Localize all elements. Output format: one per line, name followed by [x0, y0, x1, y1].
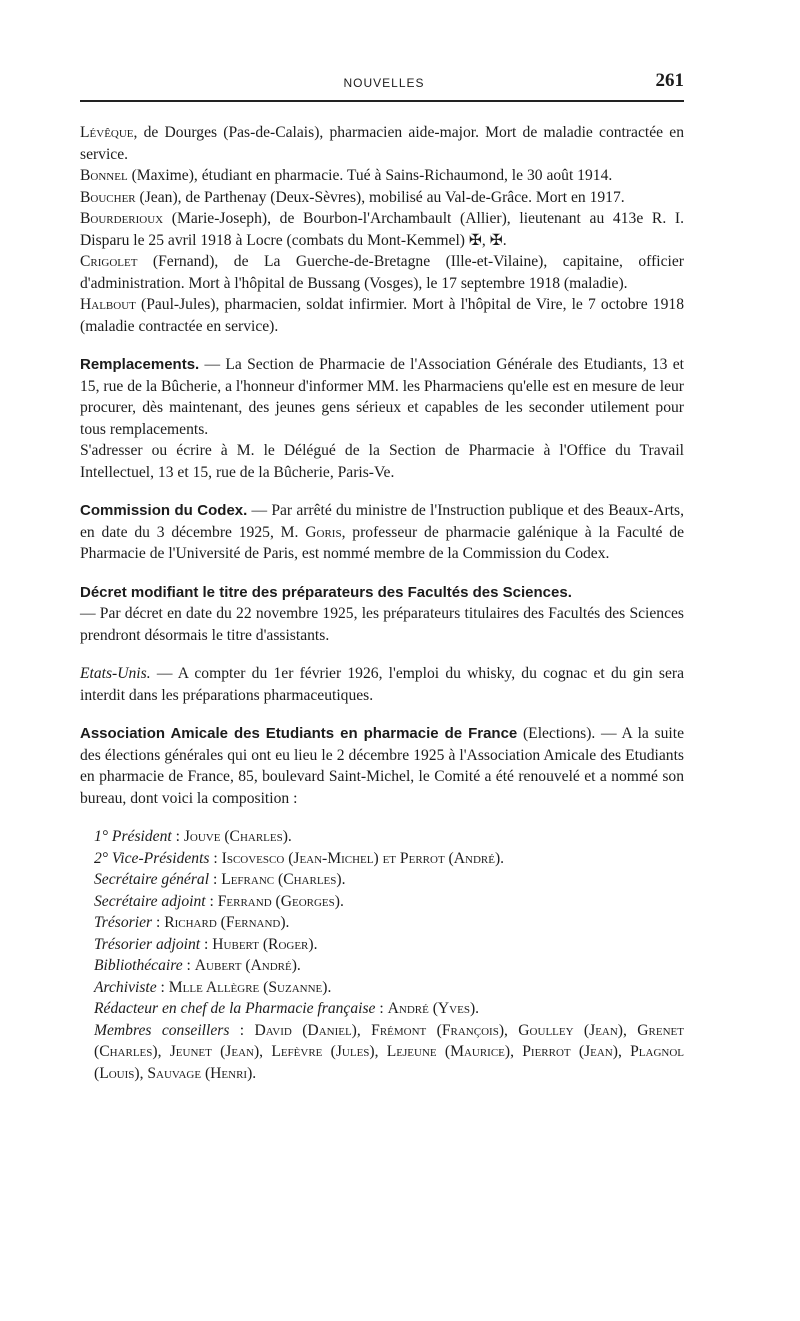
bureau-entry: Bibliothécaire : Aubert (André).	[94, 957, 301, 974]
bureau-member: Iscovesco (Jean-Michel) et Perrot (André).	[221, 849, 505, 867]
person-name: Bonnel	[80, 167, 128, 184]
bureau-entry: 2° Vice-Présidents : Iscovesco (Jean-Michel) et Perrot (André).	[94, 849, 505, 867]
bureau-role: Membres conseillers	[94, 1021, 230, 1039]
person-name: Crigolet	[80, 253, 138, 270]
section-spacer	[80, 337, 684, 354]
obituary-entry	[80, 294, 684, 337]
bureau-member: Ferrand (Georges).	[217, 892, 344, 910]
bureau-member: David (Daniel), Frémont (François), Goulley (Jean), Grenet (Charles), Jeunet (Jean), Lefèvre (Jules), Lejeune (Maurice), Pierrot (Jean), Plagnol (Louis), Sauvage (Henri).	[94, 1021, 684, 1082]
bureau-member: Richard (Fernand).	[164, 914, 290, 931]
bureau-role: 2° Vice-Présidents	[94, 849, 210, 867]
section-text: — La Section de Pharmacie de l'Association Générale des Etudiants, 13 et 15, rue de la Bûcherie, a l'honneur d'informer MM. les Pharmaciens qu'elle est en mesure de leur procurer, dès maintenant, des jeunes gens sérieux et capables de les seconder utilement pour tous remplacements.	[80, 356, 684, 438]
bureau-role: Bibliothécaire	[94, 957, 183, 974]
bureau-role: Trésorier	[94, 914, 153, 931]
bureau-entry: 1° Président : Jouve (Charles).	[94, 828, 292, 845]
bureau-role: Archiviste	[94, 978, 157, 996]
association-section	[80, 723, 684, 809]
obituary-entry	[80, 208, 684, 251]
section-text: — Par décret en date du 22 novembre 1925, les préparateurs titulaires des Facultés des Sciences prendront désormais le titre d'assistants.	[80, 605, 684, 644]
bureau-member: Aubert (André).	[194, 957, 301, 974]
section-spacer	[80, 646, 684, 663]
remplacements-section	[80, 354, 684, 483]
decret-section	[80, 582, 684, 647]
obituary-text: (Maxime), étudiant en pharmacie. Tué à Sains-Richaumond, le 30 août 1914.	[127, 167, 613, 184]
bureau-entry: Rédacteur en chef de la Pharmacie française : André (Yves).	[94, 1000, 480, 1017]
person-name: Halbout	[80, 296, 136, 313]
section-spacer	[80, 809, 684, 826]
section-title: NOUVELLES	[343, 76, 425, 90]
bureau-entry: Archiviste : Mlle Allègre (Suzanne).	[94, 978, 332, 996]
bureau-member: Jouve (Charles).	[183, 828, 292, 845]
section-text: , professeur de pharmacie galénique à la Faculté de Pharmacie de l'Université de Paris, est nommé membre de la Commission du Codex.	[80, 523, 685, 562]
section-heading: Décret modifiant le titre des préparateurs des Facultés des Sciences.	[80, 583, 572, 601]
bureau-role: Secrétaire général	[94, 871, 210, 888]
section-spacer	[80, 483, 684, 500]
section-spacer	[80, 706, 684, 723]
person-name: Boucher	[80, 188, 136, 206]
bureau-member: Lefranc (Charles).	[221, 871, 346, 888]
obituary-entry	[80, 187, 684, 209]
person-name: Goris	[305, 523, 342, 541]
bureau-entry: Trésorier : Richard (Fernand).	[94, 914, 290, 931]
bureau-member: André (Yves).	[387, 1000, 480, 1017]
section-heading: Association Amicale des Etudiants en pharmacie de France	[80, 725, 518, 742]
bureau-composition	[80, 826, 684, 1084]
bureau-role: Secrétaire adjoint	[94, 892, 206, 910]
running-header	[80, 70, 688, 96]
page-number: 261	[655, 70, 684, 91]
etats-unis-section	[80, 663, 684, 706]
header-rule	[80, 100, 684, 102]
codex-section	[80, 500, 684, 565]
obituary-text: (Fernand), de La Guerche-de-Bretagne (Ille-et-Vilaine), capitaine, officier d'administration. Mort à l'hôpital de Bussang (Vosges), le 17 septembre 1918 (maladie).	[80, 253, 684, 292]
section-text: — A compter du 1er février 1926, l'emploi du whisky, du cognac et du gin sera interdit dans les préparations pharmaceutiques.	[80, 665, 684, 704]
section-text: — Par arrêté du ministre de l'Instruction publique et des Beaux-Arts, en date du 3 décembre 1925, M.	[80, 502, 684, 541]
bureau-member: Mlle Allègre (Suzanne).	[168, 978, 332, 996]
obituary-list	[80, 122, 684, 337]
obituary-entry	[80, 122, 684, 165]
bureau-entry: Secrétaire adjoint : Ferrand (Georges).	[94, 892, 344, 910]
bureau-member: Hubert (Roger).	[212, 935, 318, 953]
remplacements-address: S'adresser ou écrire à M. le Délégué de la Section de Pharmacie à l'Office du Travail Intellectuel, 13 et 15, rue de la Bûcherie, Paris-Ve.	[80, 442, 684, 481]
obituary-text: (Jean), de Parthenay (Deux-Sèvres), mobilisé au Val-de-Grâce. Mort en 1917.	[135, 188, 625, 206]
obituary-text: (Marie-Joseph), de Bourbon-l'Archambault (Allier), lieutenant au 413e R. I. Disparu le 25 avril 1918 à Locre (combats du Mont-Kemmel) ✠, ✠.	[80, 210, 684, 249]
bureau-role: Trésorier adjoint	[94, 935, 201, 953]
remplacements-paragraph	[80, 354, 684, 440]
obituary-text: , de Dourges (Pas-de-Calais), pharmacien aide-major. Mort de maladie contractée en service.	[80, 124, 684, 163]
obituary-entry	[80, 251, 684, 294]
bureau-entry: Trésorier adjoint : Hubert (Roger).	[94, 935, 318, 953]
bureau-role: Rédacteur en chef de la Pharmacie française	[94, 1000, 376, 1017]
section-text: — A la suite des élections générales qui ont eu lieu le 2 décembre 1925 à l'Association Amicale des Etudiants en pharmacie de France, 85, boulevard Saint-Michel, le Comité a été renouvelé et a nommé son bureau, dont voici la composition :	[80, 725, 684, 807]
section-heading: Etats-Unis.	[80, 665, 151, 682]
section-heading: Commission du Codex.	[80, 502, 248, 519]
person-name: Bourderioux	[80, 210, 164, 227]
bureau-entry: Membres conseillers : David (Daniel), Frémont (François), Goulley (Jean), Grenet (Charles), Jeunet (Jean), Lefèvre (Jules), Lejeune (Maurice), Pierrot (Jean), Plagnol (Louis), Sauvage (Henri).	[94, 1021, 684, 1082]
bureau-entry: Secrétaire général : Lefranc (Charles).	[94, 871, 346, 888]
obituary-entry	[80, 165, 684, 187]
section-spacer	[80, 565, 684, 582]
page-body	[80, 122, 684, 1084]
codex-paragraph	[80, 500, 684, 565]
etats-unis-paragraph	[80, 663, 684, 706]
section-heading: Remplacements.	[80, 356, 200, 373]
obituary-text: (Paul-Jules), pharmacien, soldat infirmier. Mort à l'hôpital de Vire, le 7 octobre 1918 (maladie contractée en service).	[80, 296, 684, 335]
heading-tail: (Elections).	[517, 725, 596, 742]
person-name: Lévêque	[80, 124, 134, 141]
association-paragraph	[80, 723, 684, 809]
bureau-role: 1° Président	[94, 828, 172, 845]
